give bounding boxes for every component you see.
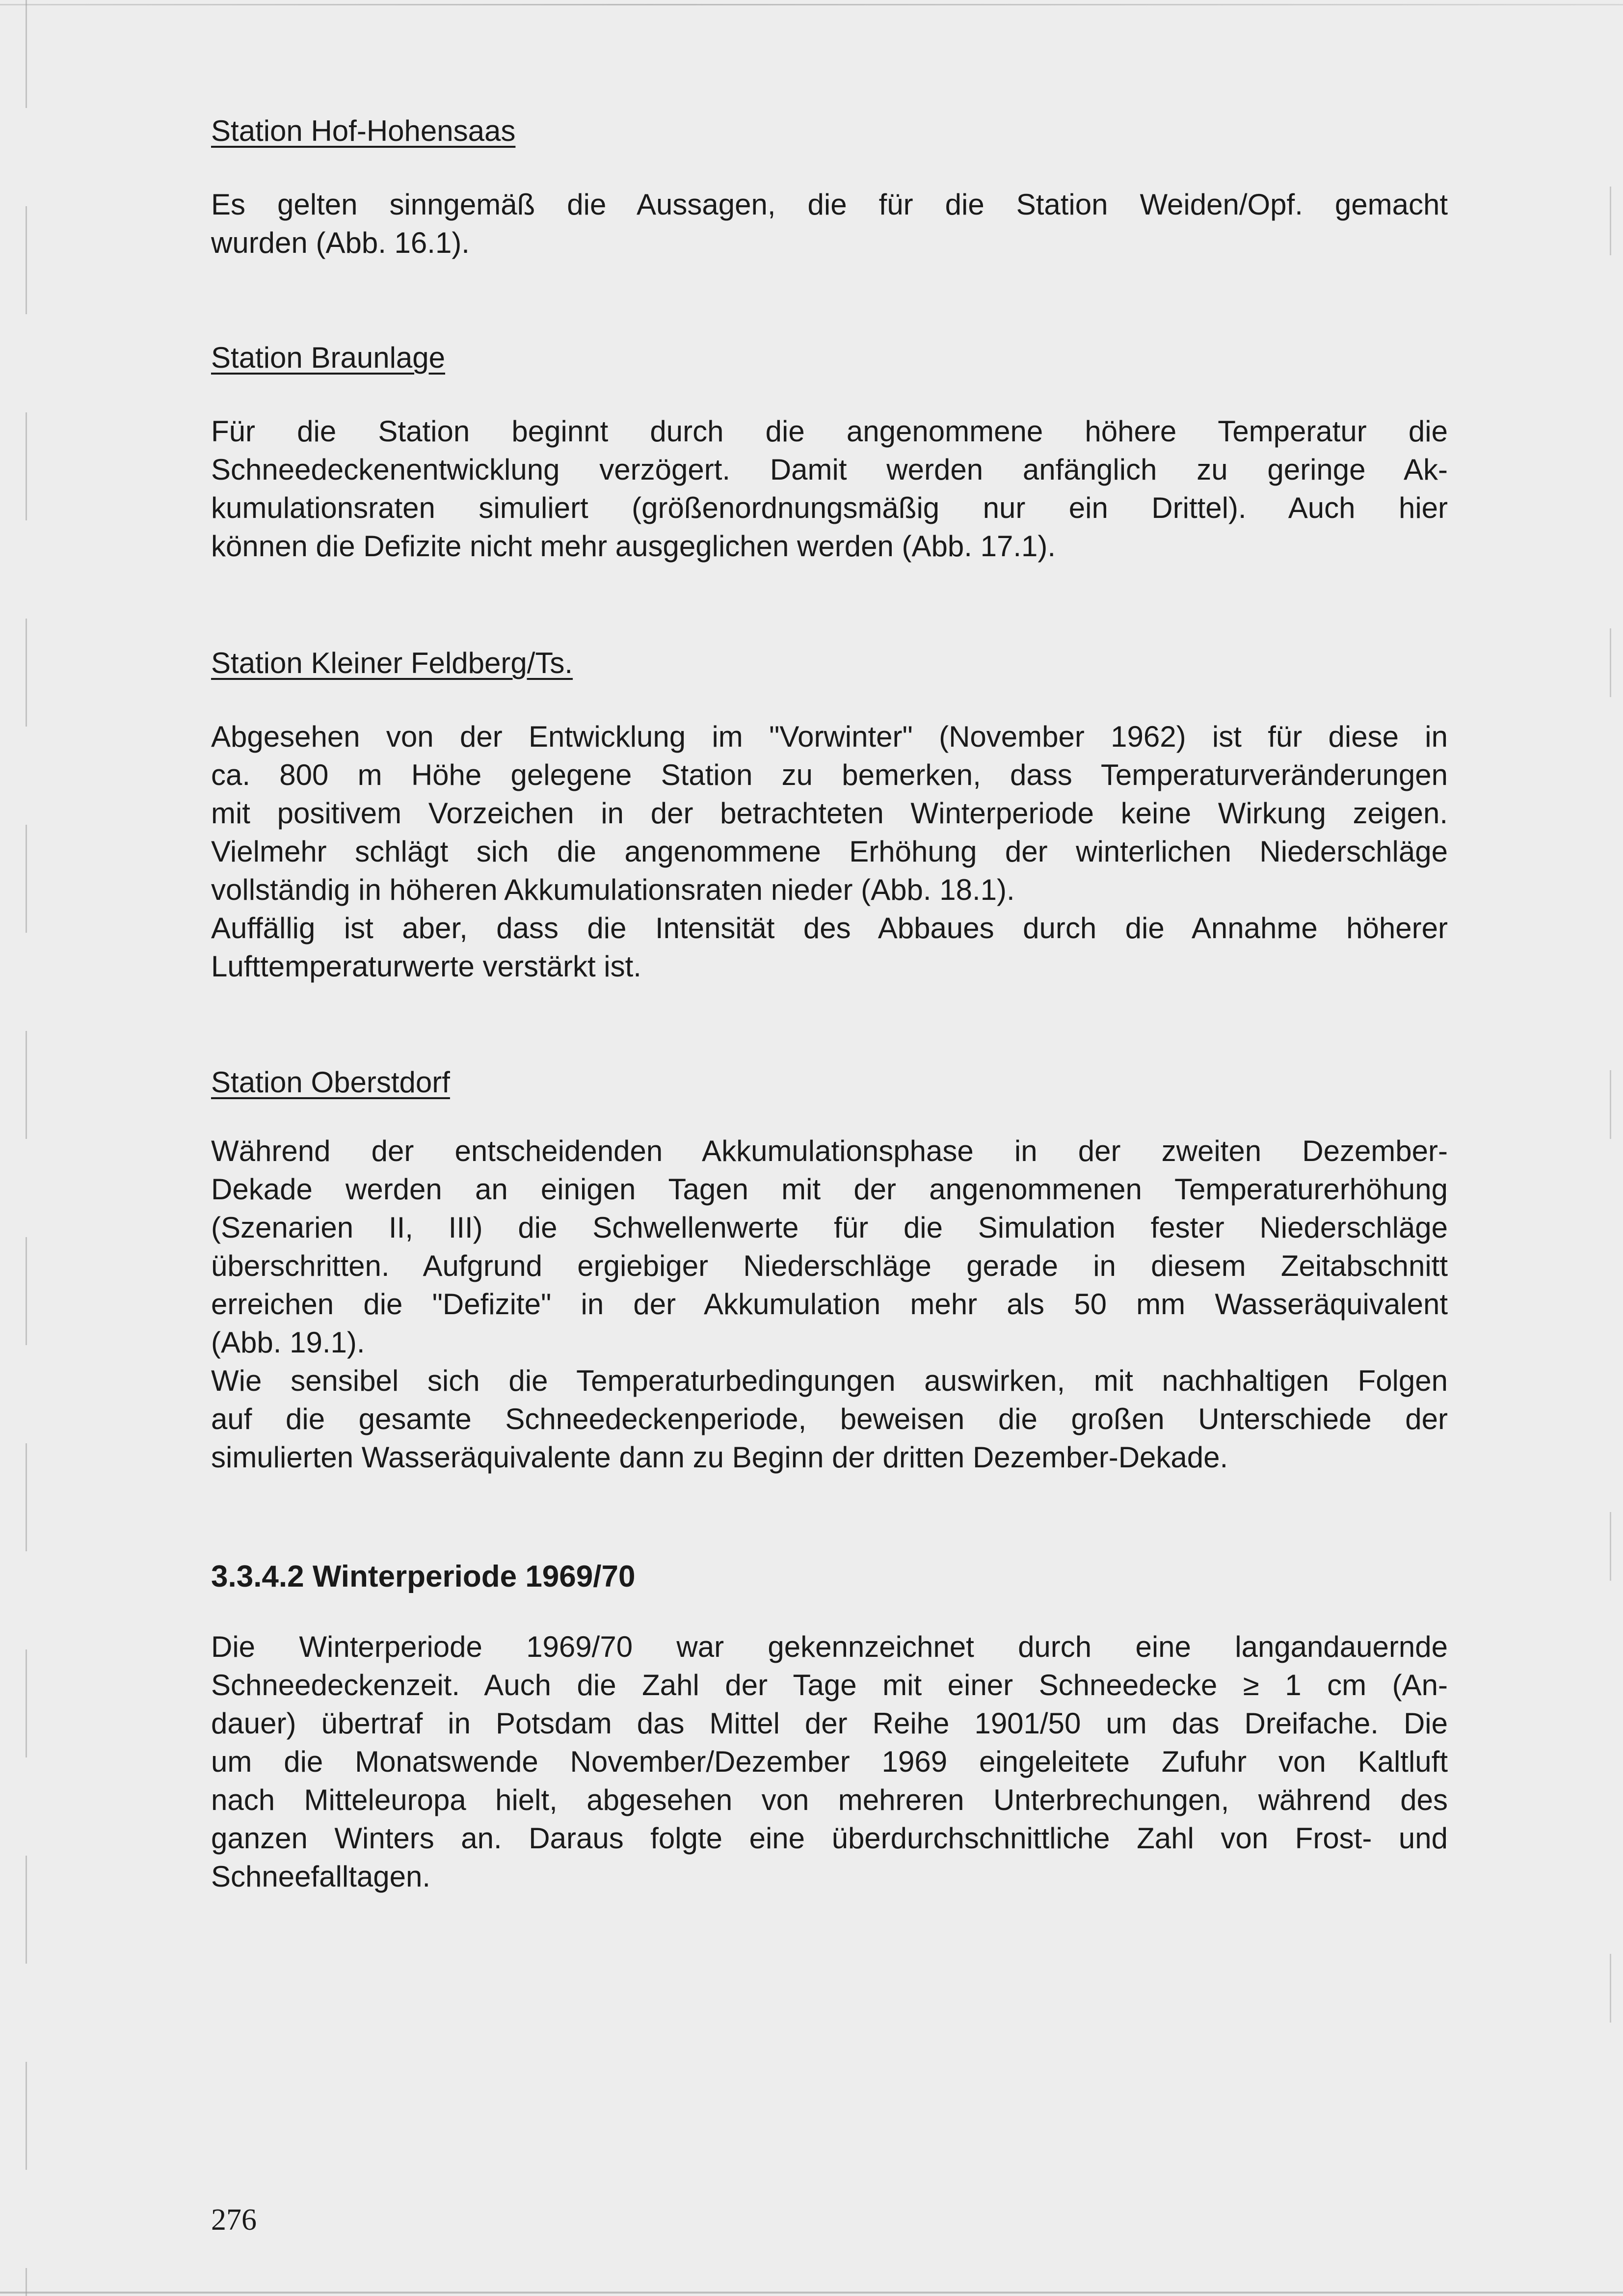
text-line: nach Mitteleuropa hielt, abgesehen von mehreren Unterbrechungen, während des [211,1783,1448,1816]
text-line: auf die gesamte Schneedeckenperiode, beweisen die großen Unterschiede der [211,1403,1448,1435]
paragraph-kleiner-feldberg [211,718,1448,986]
text-line: um die Monatswende November/Dezember 1969 eingeleitete Zufuhr von Kaltluft [211,1745,1448,1778]
text-line: kumulationsraten simuliert (größenordnungsmäßig nur ein Drittel). Auch hier [211,491,1448,524]
section-title-winterperiode: 3.3.4.2 Winterperiode 1969/70 [211,1560,636,1594]
heading-kleiner-feldberg: Station Kleiner Feldberg/Ts. [211,647,573,679]
text-line: können die Defizite nicht mehr ausgeglichen werden (Abb. 17.1). [211,530,1056,563]
text-line: Es gelten sinngemäß die Aussagen, die für die Station Weiden/Opf. gemacht [211,188,1448,221]
text-line: Abgesehen von der Entwicklung im "Vorwinter" (November 1962) ist für diese in [211,720,1448,753]
text-line: Schneedeckenzeit. Auch die Zahl der Tage mit einer Schneedecke ≥ 1 cm (An- [211,1669,1448,1702]
paragraph-braunlage [211,412,1448,566]
text-line: simulierten Wasseräquivalente dann zu Beginn der dritten Dezember-Dekade. [211,1441,1228,1474]
scan-edge-left [26,0,27,2296]
scan-edge-bottom [0,2292,1623,2294]
text-line: überschritten. Aufgrund ergiebiger Niederschläge gerade in diesem Zeitabschnitt [211,1249,1448,1282]
text-line: (Abb. 19.1). [211,1326,365,1359]
text-line: ganzen Winters an. Daraus folgte eine überdurchschnittliche Zahl von Frost- und [211,1822,1448,1855]
paragraph-winterperiode [211,1628,1448,1896]
text-line: Vielmehr schlägt sich die angenommene Erhöhung der winterlichen Niederschläge [211,835,1448,868]
text-line: wurden (Abb. 16.1). [211,226,470,259]
heading-oberstdorf: Station Oberstdorf [211,1066,450,1099]
scan-edge-right [1610,0,1611,2296]
text-line: Dekade werden an einigen Tagen mit der angenommenen Temperaturerhöhung [211,1173,1448,1206]
page-number: 276 [211,2203,257,2237]
text-line: (Szenarien II, III) die Schwellenwerte für die Simulation fester Niederschläge [211,1211,1448,1244]
text-line: Auffällig ist aber, dass die Intensität des Abbaues durch die Annahme höherer [211,912,1448,945]
text-line: Schneedeckenentwicklung verzögert. Damit werden anfänglich zu geringe Ak- [211,453,1448,486]
heading-hof-hohensaas: Station Hof-Hohensaas [211,114,516,147]
scan-edge-top [0,4,1623,5]
text-line: Während der entscheidenden Akkumulationsphase in der zweiten Dezember- [211,1134,1448,1167]
text-line: erreichen die "Defizite" in der Akkumulation mehr als 50 mm Wasseräquivalent [211,1288,1448,1321]
text-line: mit positivem Vorzeichen in der betrachteten Winterperiode keine Wirkung zeigen. [211,797,1448,830]
paragraph-oberstdorf [211,1132,1448,1477]
text-line: Für die Station beginnt durch die angenommene höhere Temperatur die [211,415,1448,448]
paragraph-hof-hohensaas [211,186,1448,262]
text-line: Die Winterperiode 1969/70 war gekennzeichnet durch eine langandauernde [211,1630,1448,1663]
text-line: Wie sensibel sich die Temperaturbedingungen auswirken, mit nachhaltigen Folgen [211,1364,1448,1397]
text-line: Lufttemperaturwerte verstärkt ist. [211,950,641,983]
heading-braunlage: Station Braunlage [211,341,446,374]
text-line: ca. 800 m Höhe gelegene Station zu bemerken, dass Temperaturveränderungen [211,758,1448,791]
text-line: Schneefalltagen. [211,1860,431,1893]
text-line: vollständig in höheren Akkumulationsraten nieder (Abb. 18.1). [211,873,1015,906]
text-line: dauer) übertraf in Potsdam das Mittel der Reihe 1901/50 um das Dreifache. Die [211,1707,1448,1740]
